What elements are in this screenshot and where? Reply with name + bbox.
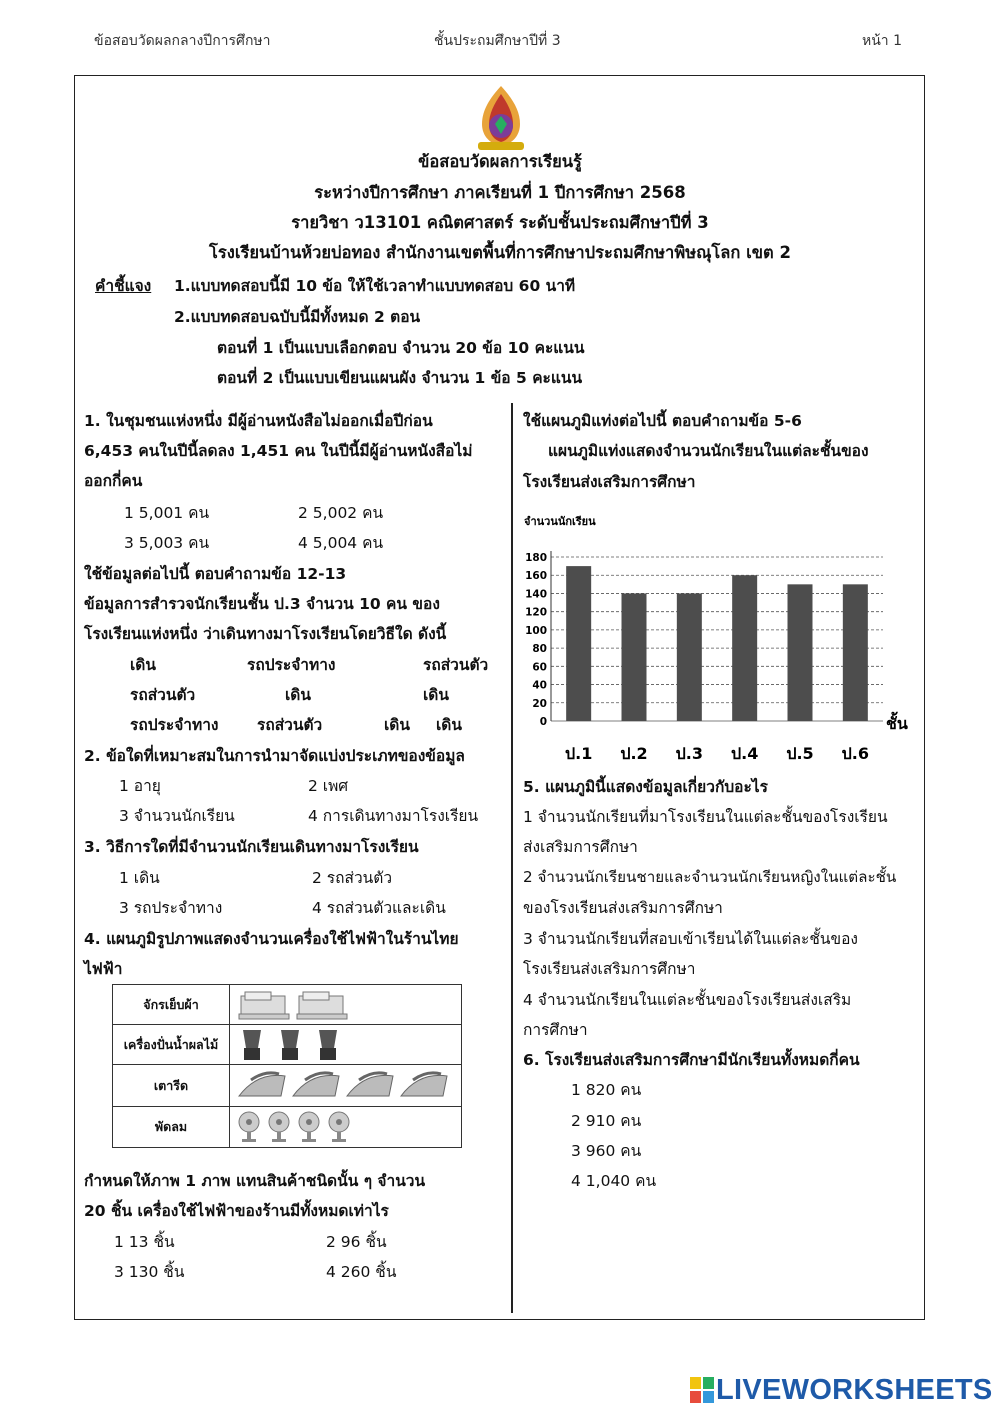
survey-intro: ใช้ข้อมูลต่อไปนี้ ตอบคำถามข้อ 12-13 xyxy=(84,565,347,583)
x-tick-label: ป.2 xyxy=(620,744,648,763)
y-tick-label: 20 xyxy=(532,697,547,710)
blender-icon xyxy=(281,1030,299,1060)
instructions-line: ตอนที่ 2 เป็นแบบเขียนแผนผัง จำนวน 1 ข้อ 5 คะแนน xyxy=(217,369,583,387)
x-tick-label: ป.3 xyxy=(675,744,704,763)
survey-cell: รถส่วนตัว xyxy=(257,716,323,734)
bar-ป.6 xyxy=(843,584,868,721)
bar-ป.1 xyxy=(566,566,591,721)
q5-option-3[interactable]: 3 จำนวนนักเรียนที่สอบเข้าเรียนได้ในแต่ละชั้นของ xyxy=(523,930,858,948)
iron-icon xyxy=(347,1073,393,1096)
fan-icon xyxy=(299,1112,319,1142)
pictograph-row xyxy=(113,985,461,1025)
iron-icon xyxy=(239,1073,285,1096)
q2-option-3[interactable]: 3 จำนวนนักเรียน xyxy=(119,807,235,825)
school-logo-icon xyxy=(460,84,542,154)
y-tick-label: 120 xyxy=(525,606,547,619)
q5-stem: 5. แผนภูมินี้แสดงข้อมูลเกี่ยวกับอะไร xyxy=(523,778,768,796)
iron-icon xyxy=(293,1073,339,1096)
q5-option-3-cont[interactable]: โรงเรียนส่งเสริมการศึกษา xyxy=(523,960,696,978)
instructions-line: 1.แบบทดสอบนี้มี 10 ข้อ ให้ใช้เวลาทำแบบทดสอบ 60 นาที xyxy=(174,277,576,295)
chart-title: แผนภูมิแท่งแสดงจำนวนนักเรียนในแต่ละชั้นของ xyxy=(548,442,869,460)
y-axis-label: จำนวนนักเรียน xyxy=(524,515,596,528)
q1-stem: 1. ในชุมชนแห่งหนึ่ง มีผู้อ่านหนังสือไม่ออกเมื่อปีก่อน xyxy=(84,412,433,430)
q1-option-2[interactable]: 2 5,002 คน xyxy=(298,504,384,522)
pictograph-row xyxy=(113,1107,461,1147)
chart-title: โรงเรียนส่งเสริมการศึกษา xyxy=(523,473,696,491)
q2-option-4[interactable]: 4 การเดินทางมาโรงเรียน xyxy=(308,807,479,825)
y-tick-label: 160 xyxy=(525,570,547,583)
q6-option-2[interactable]: 2 910 คน xyxy=(571,1112,642,1130)
x-tick-label: ป.5 xyxy=(786,744,814,763)
pictograph-label: จักรเย็บผ้า xyxy=(113,985,230,1024)
y-tick-label: 40 xyxy=(532,679,547,692)
survey-text: โรงเรียนแห่งหนึ่ง ว่าเดินทางมาโรงเรียนโดยวิธีใด ดังนี้ xyxy=(84,625,447,643)
survey-cell: เดิน xyxy=(436,716,462,734)
blender-icon xyxy=(319,1030,337,1060)
survey-text: ข้อมูลการสำรวจนักเรียนชั้น ป.3 จำนวน 10 คน ของ xyxy=(84,595,440,613)
q2-option-1[interactable]: 1 อายุ xyxy=(119,777,161,795)
header-page-number: หน้า 1 xyxy=(862,33,903,49)
pictograph-label: เครื่องปั่นน้ำผลไม้ xyxy=(113,1025,230,1064)
pictograph-table xyxy=(112,984,462,1148)
x-axis-label: ชั้น xyxy=(886,714,908,733)
y-tick-label: 100 xyxy=(525,624,547,637)
sewing-machine-icon xyxy=(297,992,347,1019)
instructions-label: คำชี้แจง xyxy=(95,277,152,295)
survey-cell: รถส่วนตัว xyxy=(130,686,196,704)
q3-option-1[interactable]: 1 เดิน xyxy=(119,869,160,887)
x-tick-label: ป.4 xyxy=(730,744,759,763)
y-tick-label: 180 xyxy=(525,552,547,564)
q4-instruction: กำหนดให้ภาพ 1 ภาพ แทนสินค้าชนิดนั้น ๆ จำนวน xyxy=(84,1172,426,1190)
q4-stem: ไฟฟ้า xyxy=(84,960,123,978)
survey-cell: เดิน xyxy=(285,686,311,704)
q5-option-4-cont[interactable]: การศึกษา xyxy=(523,1021,588,1039)
liveworksheets-brand[interactable]: LIVEWORKSHEETS xyxy=(716,1374,993,1406)
survey-cell: รถประจำทาง xyxy=(247,656,336,674)
bar-ป.5 xyxy=(788,584,813,721)
fan-icon xyxy=(329,1112,349,1142)
q2-option-2[interactable]: 2 เพศ xyxy=(308,777,349,795)
instructions-line: ตอนที่ 1 เป็นแบบเลือกตอบ จำนวน 20 ข้อ 10 คะแนน xyxy=(217,339,585,357)
q4-option-2[interactable]: 2 96 ชิ้น xyxy=(326,1233,387,1251)
q1-option-1[interactable]: 1 5,001 คน xyxy=(124,504,210,522)
q2-stem: 2. ข้อใดที่เหมาะสมในการนำมาจัดแบ่งประเภทของข้อมูล xyxy=(84,747,465,765)
pictograph-icons xyxy=(237,1028,357,1066)
q3-stem: 3. วิธีการใดที่มีจำนวนนักเรียนเดินทางมาโรงเรียน xyxy=(84,838,419,856)
survey-cell: เดิน xyxy=(130,656,156,674)
y-tick-label: 80 xyxy=(532,643,547,656)
y-tick-label: 140 xyxy=(525,588,547,601)
exam-title: ข้อสอบวัดผลการเรียนรู้ xyxy=(418,152,582,171)
pictograph-icons xyxy=(237,988,357,1026)
bar-ป.4 xyxy=(732,575,757,721)
q3-option-2[interactable]: 2 รถส่วนตัว xyxy=(312,869,393,887)
fan-icon xyxy=(269,1112,289,1142)
q4-instruction: 20 ชิ้น เครื่องใช้ไฟฟ้าของร้านมีทั้งหมดเท่าไร xyxy=(84,1202,389,1220)
q4-option-1[interactable]: 1 13 ชิ้น xyxy=(114,1233,175,1251)
exam-term: ระหว่างปีการศึกษา ภาคเรียนที่ 1 ปีการศึกษา 2568 xyxy=(314,183,686,202)
q5-option-1[interactable]: 1 จำนวนนักเรียนที่มาโรงเรียนในแต่ละชั้นของโรงเรียน xyxy=(523,808,888,826)
fan-icon xyxy=(239,1112,259,1142)
pictograph-row xyxy=(113,1025,461,1065)
q6-option-3[interactable]: 3 960 คน xyxy=(571,1142,642,1160)
q1-option-3[interactable]: 3 5,003 คน xyxy=(124,534,210,552)
q6-stem: 6. โรงเรียนส่งเสริมการศึกษามีนักเรียนทั้งหมดกี่คน xyxy=(523,1051,860,1069)
chart-intro: ใช้แผนภูมิแท่งต่อไปนี้ ตอบคำถามข้อ 5-6 xyxy=(523,412,802,430)
sewing-machine-icon xyxy=(239,992,289,1019)
q1-option-4[interactable]: 4 5,004 คน xyxy=(298,534,384,552)
q5-option-4[interactable]: 4 จำนวนนักเรียนในแต่ละชั้นของโรงเรียนส่งเสริม xyxy=(523,991,852,1009)
iron-icon xyxy=(401,1073,447,1096)
survey-cell: เดิน xyxy=(384,716,410,734)
q4-option-4[interactable]: 4 260 ชิ้น xyxy=(326,1263,397,1281)
q5-option-2-cont[interactable]: ของโรงเรียนส่งเสริมการศึกษา xyxy=(523,899,723,917)
instructions-line: 2.แบบทดสอบฉบับนี้มีทั้งหมด 2 ตอน xyxy=(174,308,421,326)
liveworksheets-logo-icon xyxy=(690,1377,714,1403)
survey-cell: รถประจำทาง xyxy=(130,716,219,734)
q6-option-1[interactable]: 1 820 คน xyxy=(571,1081,642,1099)
q4-option-3[interactable]: 3 130 ชิ้น xyxy=(114,1263,185,1281)
q5-option-2[interactable]: 2 จำนวนนักเรียนชายและจำนวนนักเรียนหญิงในแต่ละชั้น xyxy=(523,868,897,886)
bar-ป.2 xyxy=(622,593,647,721)
q3-option-3[interactable]: 3 รถประจำทาง xyxy=(119,899,223,917)
column-divider xyxy=(511,403,513,1313)
pictograph-icons xyxy=(237,1068,457,1106)
exam-subject: รายวิชา ว13101 คณิตศาสตร์ ระดับชั้นประถมศึกษาปีที่ 3 xyxy=(291,213,709,232)
q1-stem: ออกกี่คน xyxy=(84,472,143,490)
x-tick-label: ป.6 xyxy=(841,744,870,763)
pictograph-label: พัดลม xyxy=(113,1107,230,1147)
q6-option-4[interactable]: 4 1,040 คน xyxy=(571,1172,657,1190)
bar-chart xyxy=(515,505,920,767)
header-left: ข้อสอบวัดผลกลางปีการศึกษา xyxy=(94,33,271,49)
q4-stem: 4. แผนภูมิรูปภาพแสดงจำนวนเครื่องใช้ไฟฟ้าในร้านไทย xyxy=(84,930,459,948)
pictograph-row xyxy=(113,1065,461,1107)
pictograph-label: เตารีด xyxy=(113,1065,230,1106)
x-tick-label: ป.1 xyxy=(564,744,593,763)
survey-cell: รถส่วนตัว xyxy=(423,656,489,674)
blender-icon xyxy=(243,1030,261,1060)
survey-cell: เดิน xyxy=(423,686,449,704)
pictograph-icons xyxy=(237,1110,377,1148)
q5-option-1-cont[interactable]: ส่งเสริมการศึกษา xyxy=(523,838,638,856)
bar-ป.3 xyxy=(677,593,702,721)
y-tick-label: 0 xyxy=(539,716,547,728)
q3-option-4[interactable]: 4 รถส่วนตัวและเดิน xyxy=(312,899,446,917)
header-center: ชั้นประถมศึกษาปีที่ 3 xyxy=(434,33,561,49)
exam-school: โรงเรียนบ้านห้วยบ่อทอง สำนักงานเขตพื้นที่การศึกษาประถมศึกษาพิษณุโลก เขต 2 xyxy=(209,243,791,262)
q1-stem: 6,453 คนในปีนี้ลดลง 1,451 คน ในปีนี้มีผู้อ่านหนังสือไม่ xyxy=(84,442,473,460)
y-tick-label: 60 xyxy=(532,661,547,674)
